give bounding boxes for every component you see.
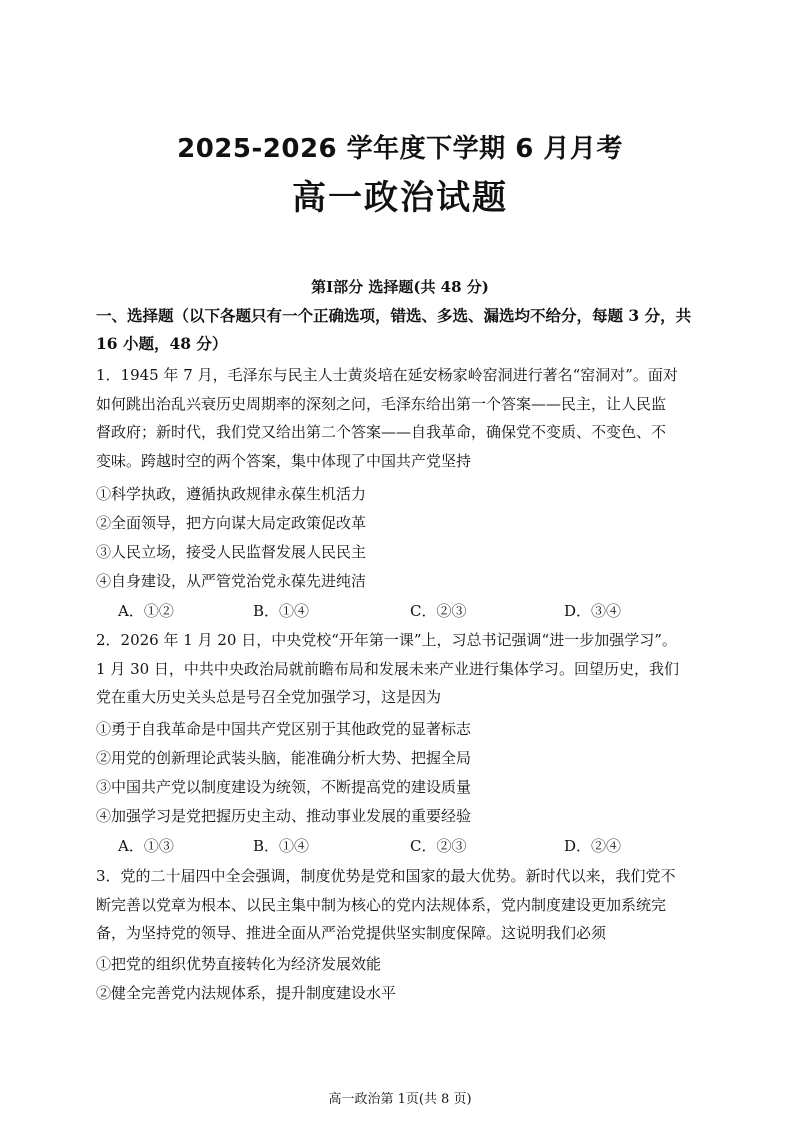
section-heading-line: 16 小题，48 分） <box>96 334 228 353</box>
choice-b: B．①④ <box>253 602 310 620</box>
question-1-stem <box>96 361 708 475</box>
choice-d: D．③④ <box>564 602 622 620</box>
stem-line: 督政府；新时代，我们党又给出第二个答案——自我革命，确保党不变质、不变色、不 <box>96 423 667 441</box>
choice-a: A．①② <box>118 602 174 620</box>
question-3-option-1: ①把党的组织优势直接转化为经济发展效能 <box>96 955 382 973</box>
question-1-option-1: ①科学执政，遵循执政规律永葆生机活力 <box>96 485 367 503</box>
stem-line: 1 月 30 日，中共中央政治局就前瞻布局和发展未来产业进行集体学习。回望历史，我们 <box>96 659 679 678</box>
stem-line: 党在重大历史关头总是号召全党加强学习，这是因为 <box>96 688 442 706</box>
question-1-option-3: ③人民立场，接受人民监督发展人民民主 <box>96 543 367 561</box>
choice-c: C．②③ <box>410 837 467 855</box>
question-2-option-1: ①勇于自我革命是中国共产党区别于其他政党的显著标志 <box>96 720 472 738</box>
stem-line: 3．党的二十届四中全会强调，制度优势是党和国家的最大优势。新时代以来，我们党不 <box>96 867 676 885</box>
question-1-option-2: ②全面领导，把方向谋大局定政策促改革 <box>96 514 367 532</box>
question-3-option-2: ②健全完善党内法规体系，提升制度建设水平 <box>96 984 397 1002</box>
question-2-option-3: ③中国共产党以制度建设为统领，不断提高党的建设质量 <box>96 778 472 796</box>
choice-a: A．①③ <box>118 837 174 855</box>
question-1-choices <box>118 600 698 624</box>
section-heading-line: 一、选择题（以下各题只有一个正确选项，错选、多选、漏选均不给分，每题 3 分，共 <box>96 306 692 325</box>
part-heading: 第Ⅰ部分 选择题(共 48 分) <box>311 278 489 296</box>
stem-line: 1．1945 年 7 月，毛泽东与民主人士黄炎培在延安杨家岭窑洞进行著名“窑洞对”。面对 <box>96 366 678 384</box>
stem-line: 变味。跨越时空的两个答案，集中体现了中国共产党坚持 <box>96 451 472 470</box>
exam-title: 2025-2026 学年度下学期 6 月月考 <box>177 134 623 164</box>
subject-title: 高一政治试题 <box>292 178 508 218</box>
stem-line: 如何跳出治乱兴衰历史周期率的深刻之问，毛泽东给出第一个答案——民主，让人民监 <box>96 394 667 413</box>
question-2-choices <box>118 835 698 859</box>
stem-line: 2．2026 年 1 月 20 日，中央党校“开年第一课”上，习总书记强调“进一步加强学习”。 <box>96 631 677 649</box>
page-footer: 高一政治第 1页(共 8 页) <box>328 1092 472 1107</box>
question-2-stem <box>96 626 708 712</box>
question-2-option-2: ②用党的创新理论武装头脑，能准确分析大势、把握全局 <box>96 749 472 767</box>
choice-b: B．①④ <box>253 837 310 855</box>
stem-line: 备，为坚持党的领导、推进全面从严治党提供坚实制度保障。这说明我们必须 <box>96 924 607 942</box>
question-2-option-4: ④加强学习是党把握历史主动、推动事业发展的重要经验 <box>96 807 472 825</box>
question-1-option-4: ④自身建设，从严管党治党永葆先进纯洁 <box>96 572 367 590</box>
choice-d: D．②④ <box>564 837 622 855</box>
question-3-stem <box>96 862 708 948</box>
section-heading <box>96 302 708 358</box>
stem-line: 断完善以党章为根本、以民主集中制为核心的党内法规体系，党内制度建设更加系统完 <box>96 895 667 914</box>
choice-c: C．②③ <box>410 602 467 620</box>
